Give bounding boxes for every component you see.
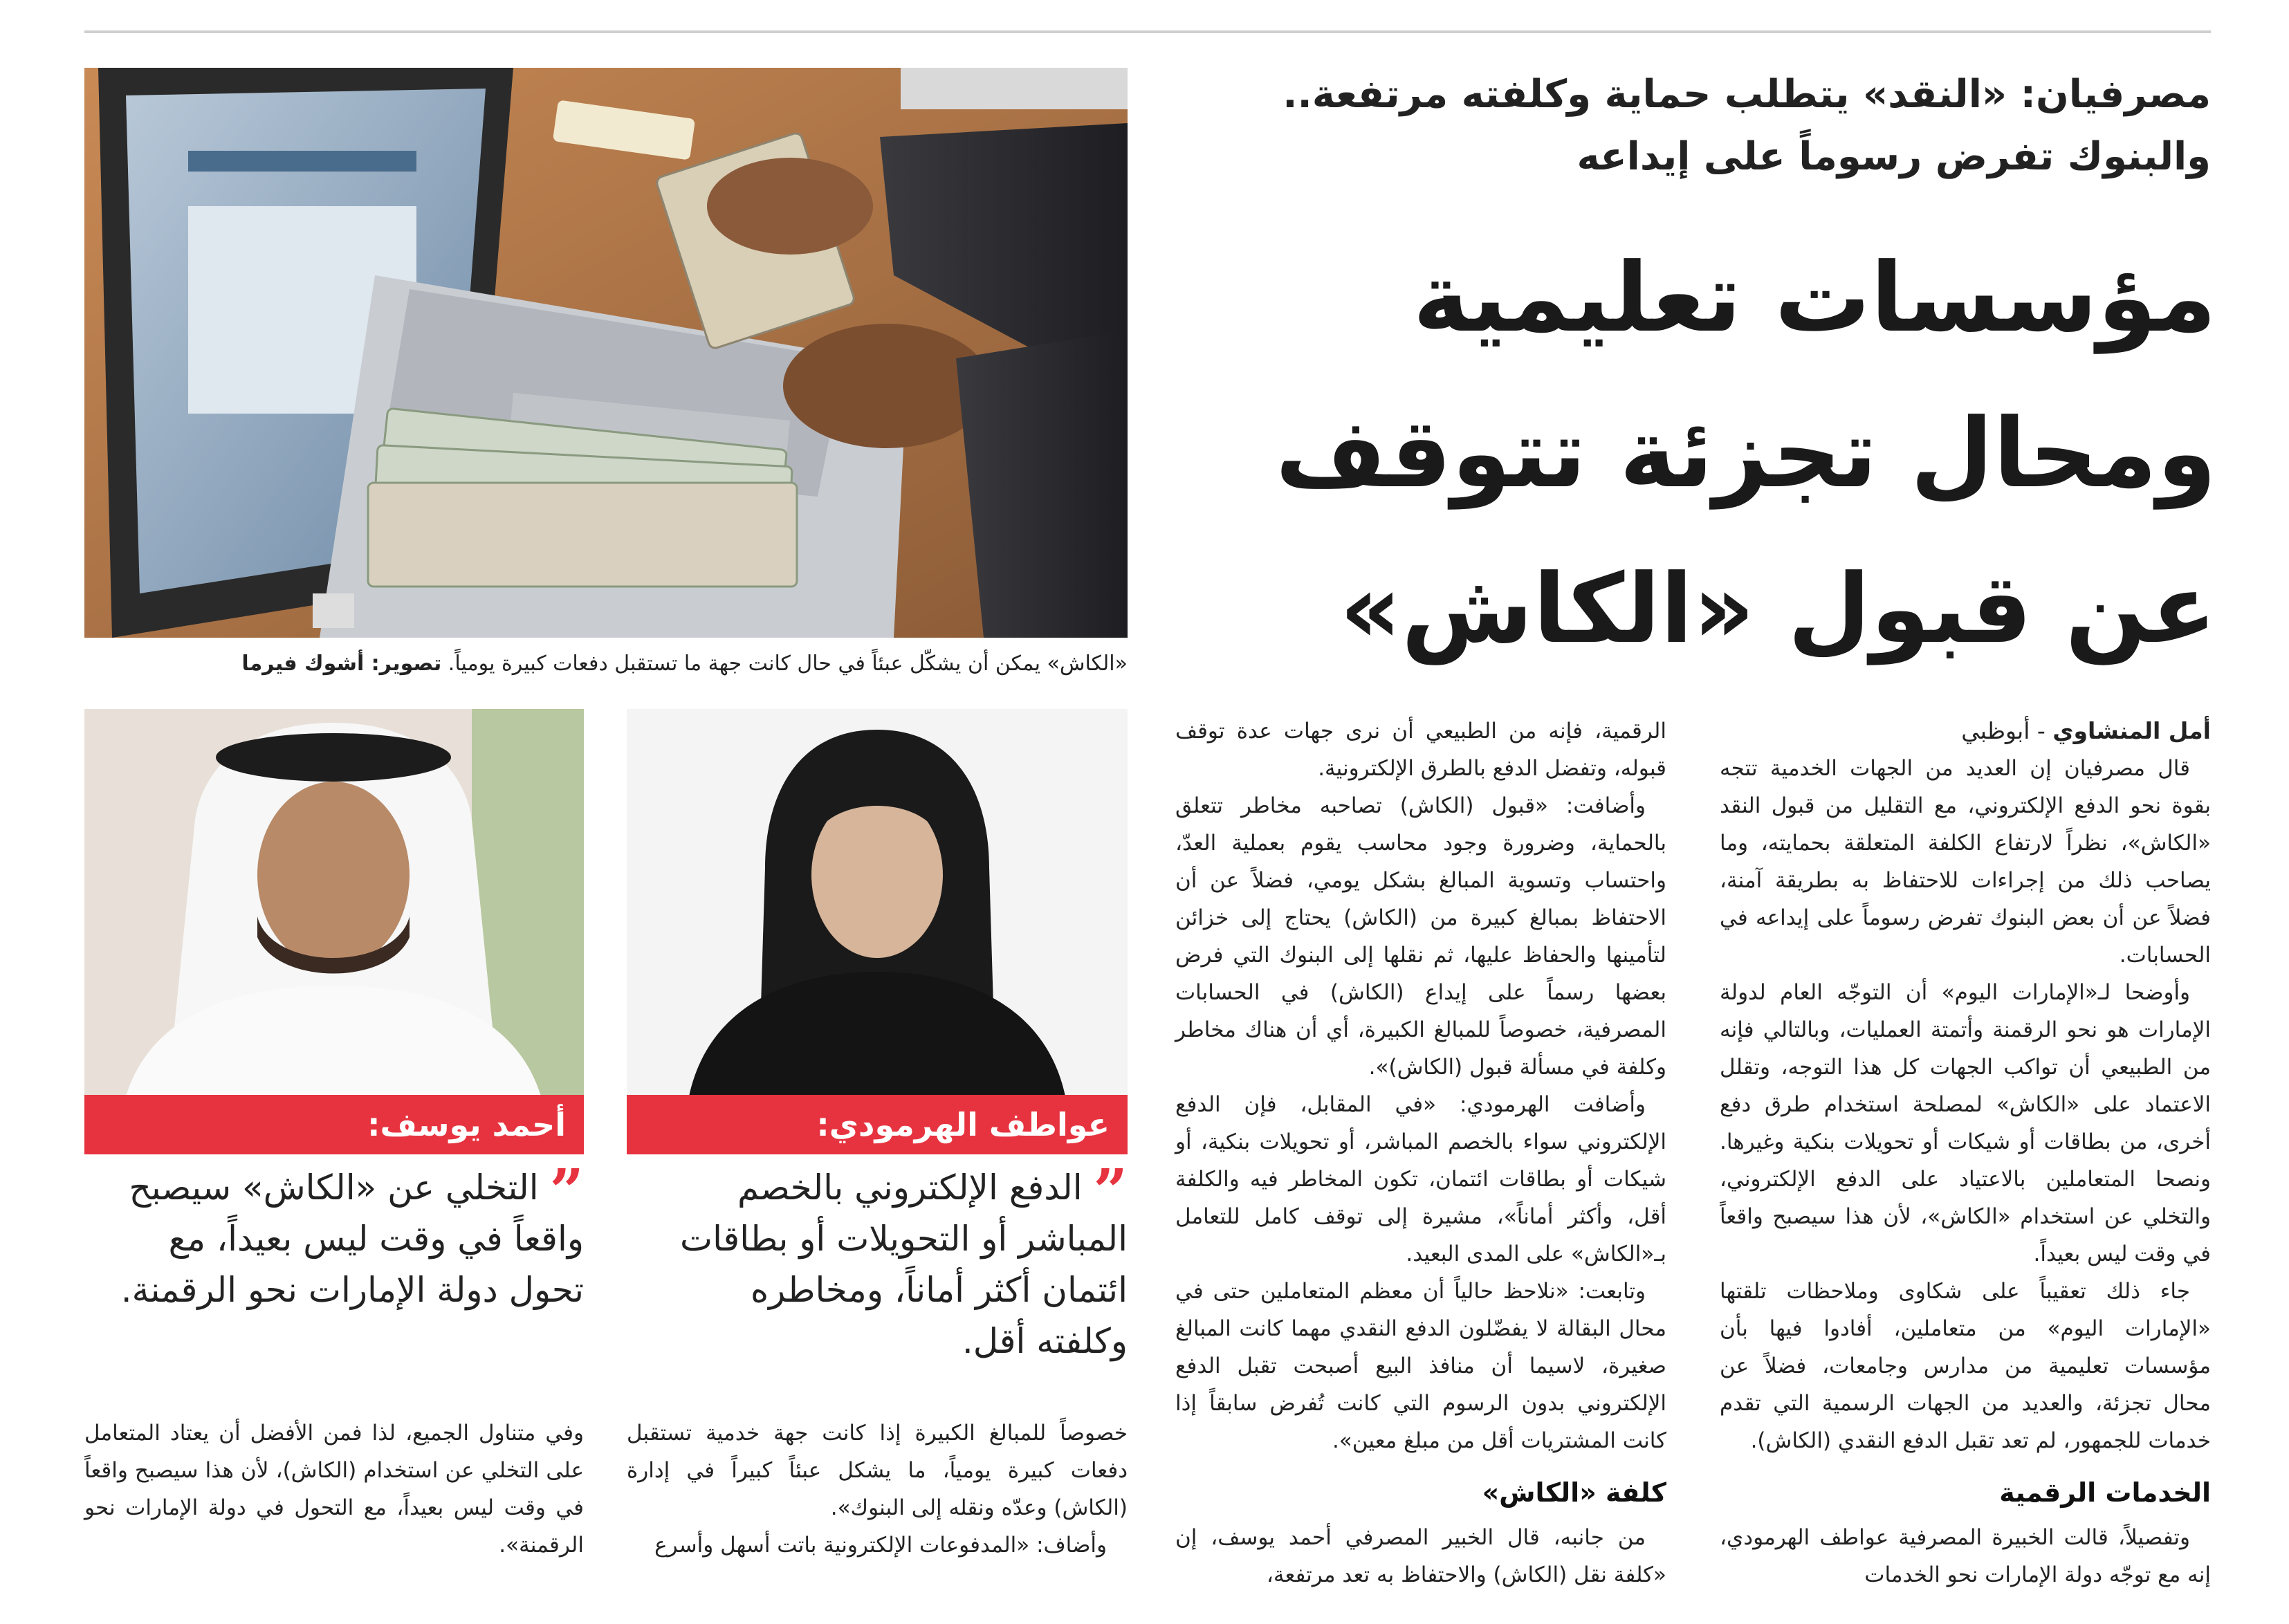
article-kicker — [1173, 64, 2211, 188]
quote-name-bar-awatif: عواطف الهرمودي: — [627, 1095, 1128, 1154]
portrait-ahmed — [84, 709, 584, 1096]
paragraph: جاء ذلك تعقيباً على شكاوى وملاحظات تلقتها «الإمارات اليوم» من متعاملين، أفادوا فيها بأن مؤسسات تعليمية من مدارس وجامعات، فضلاً عن محال تجزئة، والعديد من الجهات الرسمية التي تقدم خدمات للجمهور، لم تعد تقبل الدفع النقدي (الكاش). — [1720, 1279, 2211, 1453]
byline-author: أمل المنشاوي — [2052, 717, 2211, 744]
paragraph: وتابعت: «نلاحظ حالياً أن معظم المتعاملين حتى في محال البقالة لا يفضّلون الدفع النقدي مهما كانت المبالغ صغيرة، لاسيما أن منافذ البيع أصبحت تقبل الدفع الإلكتروني بدون الرسوم التي كانت تُفرض سابقاً إذا كانت المشتريات أقل من مبلغ معين». — [1175, 1279, 1666, 1453]
portrait-image — [84, 709, 584, 1096]
headline-line-3: عن قبول «الكاش» — [1339, 553, 2216, 665]
photo-caption — [84, 650, 1128, 678]
top-rule — [84, 30, 2211, 33]
pull-quote-ahmed — [118, 1156, 584, 1316]
article-column-1 — [1720, 712, 2211, 1594]
headline-line-1: مؤسسات تعليمية — [1413, 242, 2216, 353]
photo-credit: تصوير: أشوك فيرما — [241, 652, 442, 676]
paragraph: وأضاف: «المدفوعات الإلكترونية باتت أسهل وأسرع — [654, 1533, 1107, 1558]
caption-text: «الكاش» يمكن أن يشكّل عبئاً في حال كانت جهة ما تستقبل دفعات كبيرة يومياً. — [448, 652, 1128, 676]
article-column-3 — [627, 1414, 1128, 1564]
pull-quote-awatif — [664, 1156, 1128, 1367]
article-column-4 — [84, 1414, 584, 1564]
section-subhead: كلفة «الكاش» — [1482, 1477, 1666, 1508]
paragraph: وتفصيلاً، قالت الخبيرة المصرفية عواطف الهرمودي، إنه مع توجّه دولة الإمارات نحو الخدمات — [1720, 1525, 2211, 1587]
article-headline — [1110, 220, 2216, 687]
paragraph: قال مصرفيان إن العديد من الجهات الخدمية تتجه بقوة نحو الدفع الإلكتروني، مع التقليل من قبول النقد «الكاش»، نظراً لارتفاع الكلفة المتعلقة بحمايته، وما يصاحب ذلك من إجراءات للاحتفاظ به بطريقة آمنة، فضلاً عن أن بعض البنوك تفرض رسوماً على إيداعه في الحسابات. — [1720, 756, 2211, 968]
quote-name-bar-ahmed: أحمد يوسف: — [84, 1095, 584, 1154]
article-column-2 — [1175, 712, 1666, 1594]
quote-mark-icon: ” — [1093, 1156, 1128, 1226]
paragraph: وأضافت: «قبول (الكاش) تصاحبه مخاطر تتعلق بالحماية، وضرورة وجود محاسب يقوم بعملية العدّ، واحتساب وتسوية المبالغ بشكل يومي، فضلاً عن أن الاحتفاظ بمبالغ كبيرة من (الكاش) يحتاج إلى خزائن لتأمينها والحفاظ عليها، ثم نقلها إلى البنوك التي فرض بعضها رسماً على إيداع (الكاش) في الحسابات المصرفية، خصوصاً للمبالغ الكبيرة، أي أن هناك مخاطر وكلفة في مسألة قبول (الكاش)». — [1175, 793, 1666, 1080]
kicker-line-2: والبنوك تفرض رسوماً على إيداعه — [1576, 134, 2211, 179]
article-photo — [84, 68, 1128, 638]
portrait-image — [627, 709, 1128, 1096]
kicker-line-1: مصرفيان: «النقد» يتطلب حماية وكلفته مرتفعة.. — [1283, 72, 2211, 117]
section-subhead: الخدمات الرقمية — [1999, 1477, 2211, 1508]
byline — [1720, 712, 2211, 750]
byline-location: - أبوظبي — [1961, 717, 2046, 744]
paragraph: وأضافت الهرمودي: «في المقابل، فإن الدفع الإلكتروني سواء بالخصم المباشر، أو تحويلات بنكية، أو شيكات أو بطاقات ائتمان، تكون المخاطر فيه والكلفة أقل، وأكثر أماناً»، مشيرة إلى توقف كامل للتعامل بـ«الكاش» على المدى البعيد. — [1175, 1092, 1666, 1266]
paragraph: الرقمية، فإنه من الطبيعي أن نرى جهات عدة توقف قبوله، وتفضل الدفع بالطرق الإلكترونية. — [1175, 719, 1666, 781]
paragraph: من جانبه، قال الخبير المصرفي أحمد يوسف، إن «كلفة نقل (الكاش) والاحتفاظ به تعد مرتفعة، — [1175, 1525, 1666, 1587]
quote-mark-icon: ” — [549, 1156, 584, 1226]
paragraph: وأوضحا لـ«الإمارات اليوم» أن التوجّه العام لدولة الإمارات هو نحو الرقمنة وأتمتة العمليات، وبالتالي فإنه من الطبيعي أن تواكب الجهات كل هذا التوجه، وتقلل الاعتماد على «الكاش» لمصلحة استخدام طرق دفع أخرى، من بطاقات أو شيكات أو تحويلات بنكية وغيرها. ونصحا المتعاملين بالاعتياد على الدفع الإلكتروني، والتخلي عن استخدام «الكاش»، لأن هذا سيصبح واقعاً في وقت ليس بعيداً. — [1720, 980, 2211, 1266]
portrait-awatif — [627, 709, 1128, 1096]
quote-text: الدفع الإلكتروني بالخصم المباشر أو التحويلات أو بطاقات ائتمان أكثر أماناً، ومخاطره وكلفته أقل. — [680, 1168, 1128, 1361]
paragraph: خصوصاً للمبالغ الكبيرة إذا كانت جهة خدمية تستقبل دفعات كبيرة يومياً، ما يشكل عبئاً كبيراً في إدارة (الكاش) وعدّه ونقله إلى البنوك». — [627, 1421, 1128, 1520]
photo-illustration — [84, 68, 1128, 638]
quote-text: التخلي عن «الكاش» سيصبح واقعاً في وقت ليس بعيداً، مع تحول دولة الإمارات نحو الرقمنة. — [120, 1168, 584, 1310]
headline-line-2: ومحال تجزئة تتوقف — [1275, 398, 2216, 509]
paragraph: وفي متناول الجميع، لذا فمن الأفضل أن يعتاد المتعامل على التخلي عن استخدام (الكاش)، لأن هذا سيصبح واقعاً في وقت ليس بعيداً، مع التحول في دولة الإمارات نحو الرقمنة». — [84, 1421, 584, 1558]
